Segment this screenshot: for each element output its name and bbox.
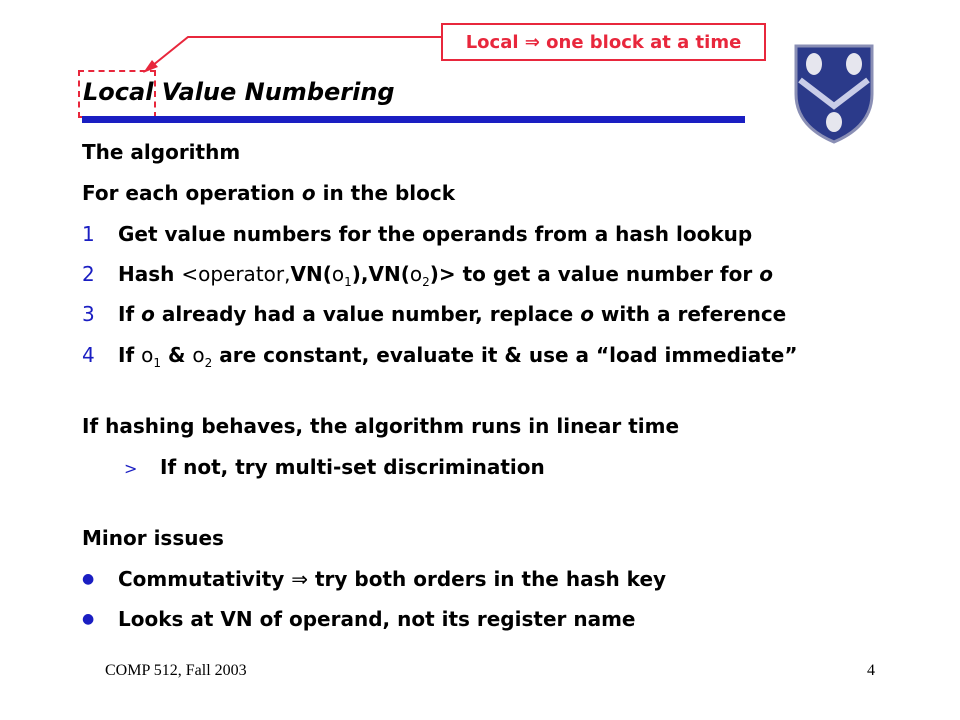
step-text: If bbox=[118, 343, 142, 367]
page-number: 4 bbox=[867, 662, 875, 679]
minor-issues-heading: Minor issues bbox=[82, 526, 224, 550]
bullet-icon: ● bbox=[82, 611, 95, 627]
hashing-statement: If hashing behaves, the algorithm runs in linear time bbox=[82, 414, 680, 438]
intro-text: For each operation bbox=[82, 181, 302, 205]
bullet-text: Looks at VN of operand, not its register name bbox=[118, 607, 636, 631]
title-rule bbox=[82, 116, 745, 123]
step-2 bbox=[82, 262, 773, 289]
intro-o: o bbox=[301, 181, 316, 205]
step-1 bbox=[82, 222, 752, 246]
algorithm-heading: The algorithm bbox=[82, 140, 241, 164]
step-3 bbox=[82, 302, 786, 326]
step-text: already had a value number, replace bbox=[154, 302, 581, 326]
vn-close: )> bbox=[429, 262, 456, 286]
step-number: 2 bbox=[82, 262, 95, 286]
subscript: 2 bbox=[422, 275, 430, 289]
step-text: with a reference bbox=[593, 302, 787, 326]
step-number: 4 bbox=[82, 343, 95, 367]
step-4 bbox=[82, 343, 798, 370]
step-text: to get a value number for bbox=[455, 262, 760, 286]
callout-text: Local ⇒ one block at a time bbox=[465, 31, 742, 53]
operator-text: <operator, bbox=[181, 262, 291, 286]
step-text: are constant, evaluate it & use a “load immediate” bbox=[212, 343, 798, 367]
bullet-vn-operand bbox=[82, 607, 635, 631]
step-text: Get value numbers for the operands from a hash lookup bbox=[118, 222, 753, 246]
bullet-text: try both orders in the hash key bbox=[308, 567, 667, 591]
vn-close: ), bbox=[351, 262, 369, 286]
algorithm-intro bbox=[82, 181, 455, 205]
vn-text: VN( bbox=[368, 262, 410, 286]
page-title: Local Value Numbering bbox=[83, 78, 395, 106]
bullet-commutativity bbox=[82, 567, 666, 591]
operand-o: o bbox=[759, 262, 773, 286]
sub-text: If not, try multi-set discrimination bbox=[160, 455, 545, 479]
hashing-subpoint bbox=[124, 455, 545, 479]
implies-icon: ⇒ bbox=[291, 567, 309, 591]
subscript: 1 bbox=[344, 275, 352, 289]
operand-o: o bbox=[409, 262, 423, 286]
operand-o: o bbox=[141, 343, 154, 367]
rice-shield-logo bbox=[792, 42, 876, 146]
vn-text: VN( bbox=[290, 262, 332, 286]
step-number: 1 bbox=[82, 222, 95, 246]
step-text: & bbox=[161, 343, 193, 367]
step-text: If bbox=[118, 302, 142, 326]
subscript: 2 bbox=[204, 356, 213, 370]
step-text: Hash bbox=[118, 262, 182, 286]
sub-marker: > bbox=[124, 459, 138, 478]
subscript: 1 bbox=[153, 356, 161, 370]
operand-o: o bbox=[192, 343, 205, 367]
operand-o: o bbox=[141, 302, 155, 326]
step-number: 3 bbox=[82, 302, 95, 326]
operand-o: o bbox=[580, 302, 594, 326]
bullet-icon: ● bbox=[82, 571, 95, 587]
operand-o: o bbox=[331, 262, 345, 286]
footer-course: COMP 512, Fall 2003 bbox=[105, 662, 247, 679]
bullet-text: Commutativity bbox=[118, 567, 292, 591]
intro-text-end: in the block bbox=[315, 181, 456, 205]
